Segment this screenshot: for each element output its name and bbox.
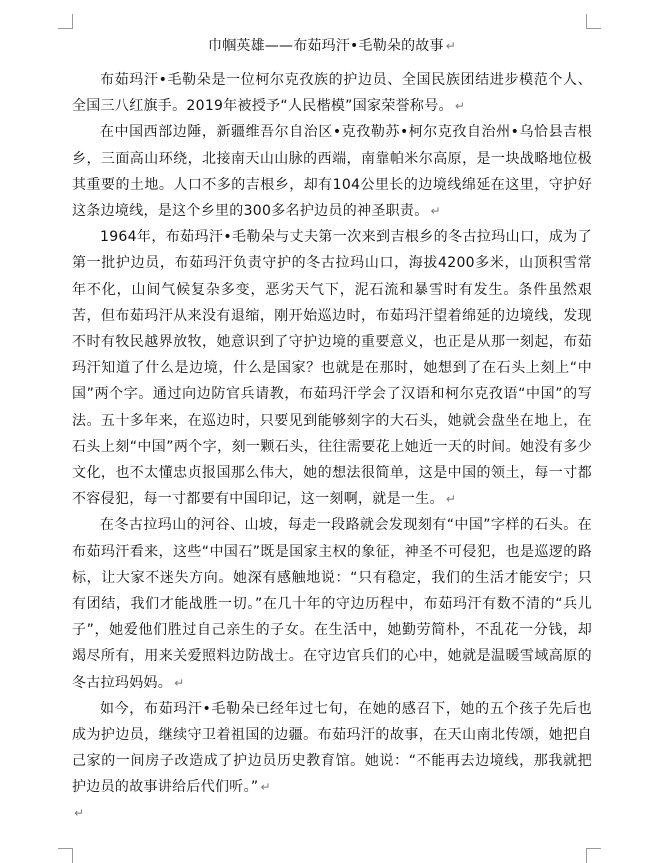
paragraph-mark-icon: ↵ [454, 99, 466, 114]
page-corner-top-right [586, 14, 601, 29]
paragraph-text: 1964年，布茹玛汗•毛勒朵与丈夫第一次来到吉根乡的冬古拉玛山口，成为了第一批护边员，布茹玛汗负责守护的冬古拉玛山口，海拔4200多米，山顶积雪常年不化，山间气候复杂多变，恶劣天气下，泥石流和暴雪时有发生。条件虽然艰苦，但布茹玛汗从来没有退缩，刚开始巡边时，布茹玛汗望着绵延的边境线，发现不时有牧民越界放牧，她意识到了守护边境的重要意义，也正是从那一刻起，布茹玛汗知道了什么是边境，什么是国家？也就是在那时，她想到了在石头上刻上“中国”两个字。通过向边防官兵请教，布茹玛汗学会了汉语和柯尔克孜语“中国”的写法。五十多年来，在巡边时，只要见到能够刻字的大石头，她就会盘坐在地上，在石头上刻“中国”两个字，刻一颗石头，往往需要花上她近一天的时间。她没有多少文化，也不太懂忠贞报国那么伟大，她的想法很简单，这是中国的领土，每一寸都不容侵犯，每一寸都要有中国印记，这一刻啊，就是一生。 [72, 229, 592, 508]
paragraph-text: 布茹玛汗•毛勒朵是一位柯尔克孜族的护边员、全国民族团结进步模范个人、全国三八红旗手。2019年被授予“人民楷模”国家荣誉称号。 [72, 72, 592, 115]
paragraph-text: 如今，布茹玛汗•毛勒朵已经年过七旬，在她的感召下，她的五个孩子先后也成为护边员，继续守卫着祖国的边疆。布茹玛汗的故事，在天山南北传颂，她把自己家的一间房子改造成了护边员历史教育馆。她说：“不能再去边境线，那我就把护边员的故事讲给后代们听。” [72, 700, 592, 796]
paragraph-mark-icon: ↵ [430, 204, 441, 219]
paragraph-text: 在冬古拉玛山的河谷、山坡，每走一段路就会发现刻有“中国”字样的石头。在布茹玛汗看来，这些“中国石”既是国家主权的象征，神圣不可侵犯，也是巡逻的路标，让大家不迷失方向。她深有感触地说：“只有稳定，我们的生活才能安宁；只有团结，我们才能战胜一切。”在几十年的守边历程中，布茹玛汗有数不清的“兵儿子”，她爱他们胜过自己亲生的子女。在生活中，她勤劳简朴，不乱花一分钱，却竭尽所有，用来关爱照料边防战士。在守边官兵们的心中，她就是温暖雪域高原的冬古拉玛妈妈。 [72, 517, 592, 691]
document-title: 巾帼英雄——布茹玛汗•毛勒朵的故事 [208, 38, 444, 54]
empty-paragraph [72, 801, 592, 825]
page-corner-top-left [58, 14, 73, 29]
paragraph-1 [72, 67, 592, 119]
paragraph-mark-icon: ↵ [445, 492, 457, 507]
document-body[interactable] [72, 36, 592, 825]
paragraph-3 [72, 224, 592, 512]
paragraph-mark-icon: ↵ [445, 39, 456, 53]
paragraph-4 [72, 512, 592, 695]
paragraph-5 [72, 696, 592, 801]
paragraph-text: 在中国西部边陲，新疆维吾尔自治区•克孜勒苏•柯尔克孜自治州•乌恰县吉根乡，三面高山环绕，北接南天山山脉的西端，南靠帕米尔高原，是一块战略地位极其重要的土地。人口不多的吉根乡，却有104公里长的边境线绵延在这里，守护好这条边境线，是这个乡里的300多名护边员的神圣职责。 [72, 124, 592, 220]
page-corner-bottom-right [586, 848, 601, 863]
page-corner-bottom-left [58, 848, 73, 863]
paragraph-mark-icon: ↵ [260, 780, 271, 795]
paragraph-2 [72, 119, 592, 224]
paragraph-mark-icon: ↵ [74, 805, 85, 820]
document-title-line [72, 36, 592, 56]
paragraph-mark-icon: ↵ [174, 675, 185, 690]
